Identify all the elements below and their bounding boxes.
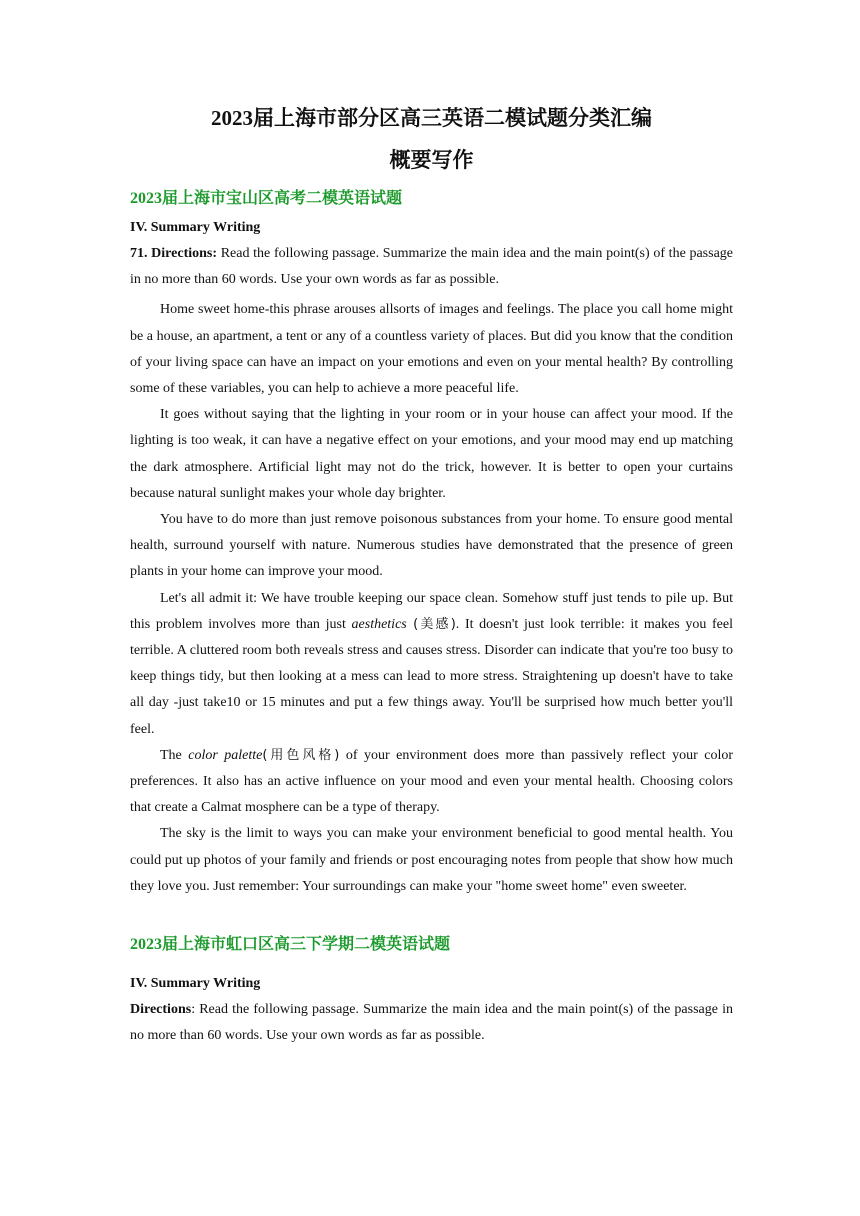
- section2-directions-label: Directions: [130, 1002, 192, 1018]
- passage-paragraph-5: [130, 743, 733, 822]
- p5-text-b: of your environment does more than passively reflect your color preferences. It also has an active influence on your mood and even your mental health. Choosing colors that create a Calmat mosphere can be a type of therapy.: [130, 747, 734, 816]
- document-subtitle: 概要写作: [389, 148, 474, 172]
- passage-paragraph-6: The sky is the limit to ways you can make your environment beneficial to good mental health. You could put up photos of your family and friends or post encouraging notes from people that show how much they love you. Just remember: Your surroundings can make your "home sweet home" even sweeter.: [130, 826, 733, 894]
- section2-heading: 2023届上海市虹口区高三下学期二模英语试题: [130, 936, 451, 954]
- p4-term: aesthetics: [351, 616, 407, 632]
- document-title: 2023届上海市部分区高三英语二模试题分类汇编: [211, 106, 652, 130]
- section1-heading: 2023届上海市宝山区高考二模英语试题: [130, 190, 403, 207]
- passage-paragraph-2: It goes without saying that the lighting in your room or in your house can affect your mood. If the lighting is too weak, it can have a negative effect on your emotions, and your mood may end up matching the dark atmosphere. Artificial light may not do the trick, however. It is better to open your curtains because natural sunlight makes your whole day brighter.: [130, 407, 733, 501]
- section2-part-label: IV. Summary Writing: [130, 976, 261, 992]
- passage-paragraph-3: You have to do more than just remove poisonous substances from your home. To ensure good mental health, surround yourself with nature. Numerous studies have demonstrated that the presence of green plants in your home can improve your mood.: [130, 512, 733, 580]
- section2-directions-text: : Read the following passage. Summarize the main idea and the main point(s) of the passage in no more than 60 words. Use your own words as far as possible.: [130, 1002, 733, 1044]
- p4-text-b: . It doesn't just look terrible: it makes you feel terrible. A cluttered room both reveals stress and causes stress. Disorder can indicate that you're too busy to keep things tidy, but then looking at a mess can lead to more stress. Straightening up doesn't have to take all day -just take10 or 15 minutes and put a few things away. You'll be surprised how much better you'll feel.: [130, 616, 734, 737]
- document-page: [130, 100, 733, 1049]
- passage-paragraph-1: Home sweet home-this phrase arouses allsorts of images and feelings. The place you call home might be a house, an apartment, a tent or any of a countless variety of places. But did you know that the condition of your living space can have an impact on your emotions and even on your mental health? By controlling some of these variables, you can help to achieve a more peaceful life.: [130, 302, 733, 397]
- section1-directions: [130, 241, 733, 293]
- p5-term: color palette: [188, 747, 263, 763]
- p4-text-a: Let's all admit it: We have trouble keeping our space clean. Somehow stuff just tends to pile up. But this problem involves more than just: [130, 590, 733, 632]
- directions-text: Read the following passage. Summarize the main idea and the main point(s) of the passage in no more than 60 words. Use your own words as far as possible.: [130, 246, 734, 288]
- section1-part-label: IV. Summary Writing: [130, 220, 261, 235]
- section2-directions: [130, 997, 733, 1049]
- p4-gloss: (美感): [406, 616, 456, 632]
- p5-gloss: (用色风格): [262, 747, 340, 763]
- passage-paragraph-4: [130, 586, 733, 743]
- directions-label: 71. Directions:: [130, 246, 218, 261]
- p5-text-a: The: [160, 747, 189, 763]
